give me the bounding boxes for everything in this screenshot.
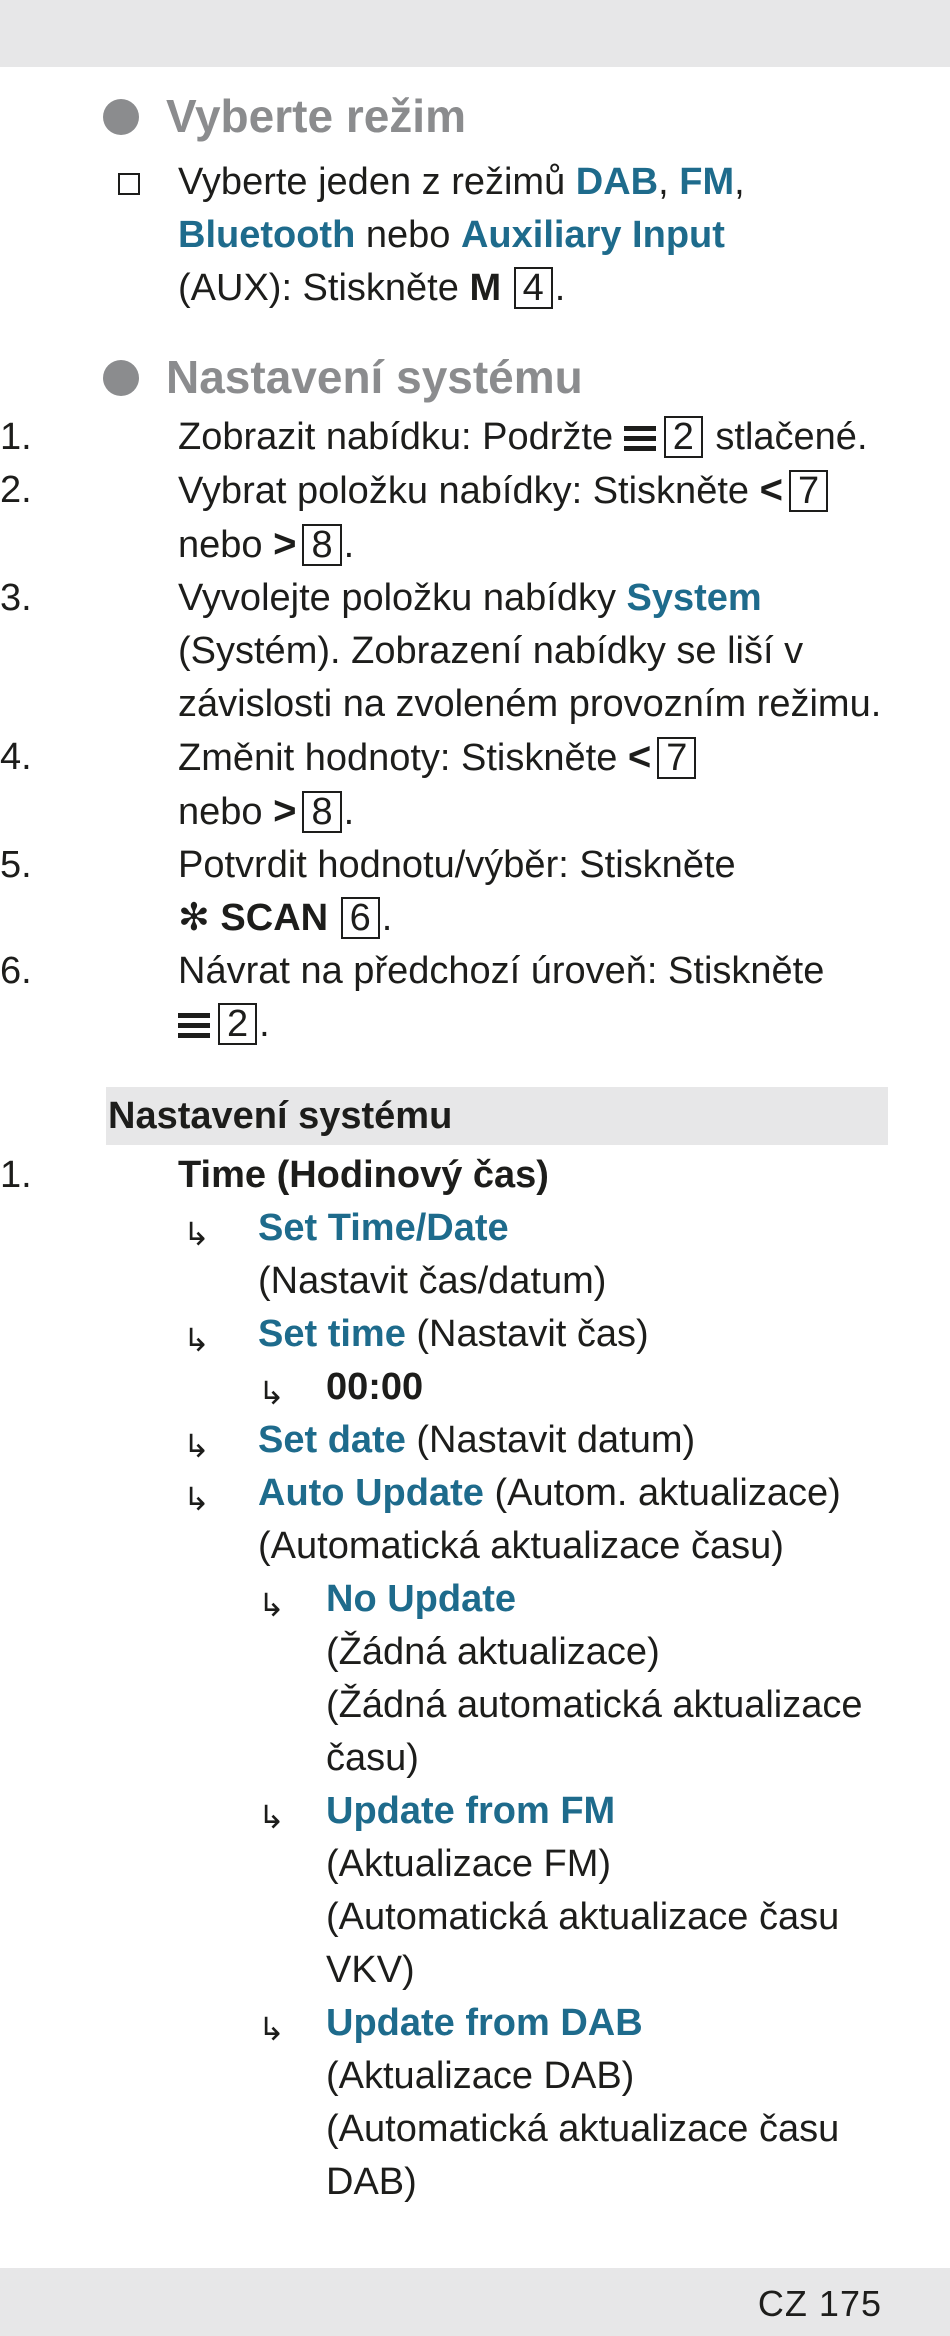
step-3: 3. Vyvolejte položku nabídky System [0,577,762,619]
key-box: 7 [789,470,828,512]
return-arrow-icon: ↳ [183,1216,210,1252]
return-arrow-icon: ↳ [258,1587,285,1623]
menu-icon [178,1013,210,1039]
top-band [0,0,950,67]
step-2: 2. Vybrat položku nabídky: Stiskněte < 7 [0,464,888,518]
return-arrow-icon: ↳ [183,1322,210,1358]
return-arrow-icon: ↳ [258,1375,285,1411]
checkbox-icon [118,173,140,195]
key-box: 8 [302,791,341,833]
left-arrow-icon: < [759,468,783,512]
step-1: 1. Zobrazit nabídku: Podržte 2 stlačené. [0,416,868,458]
tree-item-time: 1. Time (Hodinový čas) [0,1154,549,1196]
left-arrow-icon: < [627,735,652,779]
return-arrow-icon: ↳ [258,2011,285,2047]
tree-item-update-dab: ↳ Update from DAB [0,1997,888,2050]
tree-item-set-date: ↳ Set date (Nastavit datum) [0,1414,888,1467]
page-content [0,80,888,2209]
return-arrow-icon: ↳ [183,1481,210,1517]
key-box: 2 [218,1003,257,1045]
key-box: 6 [341,897,380,939]
step-6: 6. Návrat na předchozí úroveň: Stiskněte [0,950,825,992]
mode-item: Vyberte jeden z režimů DAB, FM, Bluetooth nebo Auxiliary Input (AUX): Stiskněte M 4 . [0,156,888,315]
bluetooth-icon: ✻ [178,897,210,939]
menu-icon [624,426,656,452]
tree-item-set-time: ↳ Set time (Nastavit čas) [0,1308,888,1361]
right-arrow-icon: > [273,789,297,833]
bullet-icon [103,360,139,396]
return-arrow-icon: ↳ [183,1428,210,1464]
section-heading-mode: Vyberte režim [0,80,888,152]
tree-item-update-fm: ↳ Update from FM [0,1785,888,1838]
return-arrow-icon: ↳ [258,1799,285,1835]
key-box: 8 [302,524,341,566]
tree-item-no-update: ↳ No Update [0,1573,888,1626]
key-box: 4 [514,267,553,309]
settings-tree: 1. Time (Hodinový čas) ↳ Set Time/Date (Nastavit čas/datum) ↳ Set time (Nastavit čas) ↳ 00:00 ↳ Set date (Nastavit datum) ↳ Auto Update (Autom. aktualizace) (Automatická aktualizace času) ↳ No Update (Žádná aktualizace) (Žádná automatická aktualizace času) ↳ Update from FM (Aktualizace FM) (Automatická aktualizace času VKV) ↳ Update from DAB (Aktualizace DAB) (Automatická aktualizace času DAB) [0,1149,888,2209]
section-heading-system: Nastavení systému [0,341,888,413]
table-heading: Nastavení systému [106,1087,888,1145]
tree-item-auto-update: ↳ Auto Update (Autom. aktualizace) [0,1467,888,1520]
tree-item-time-value: ↳ 00:00 [0,1361,888,1414]
page-number: CZ 175 [757,2283,882,2324]
tree-item-set-time-date: ↳ Set Time/Date [0,1202,888,1255]
step-4: 4. Změnit hodnoty: Stiskněte < 7 [0,731,888,785]
right-arrow-icon: > [273,522,297,566]
key-box: 2 [664,416,703,458]
key-box: 7 [657,737,696,779]
step-5: 5. Potvrdit hodnotu/výběr: Stiskněte [0,844,736,886]
steps-list: 1. Zobrazit nabídku: Podržte 2 stlačené. 2. Vybrat položku nabídky: Stiskněte < 7 nebo > 8 . 3. Vyvolejte položku nabídky System (Systém). Zobrazení nabídky se liší v závislosti na zvoleném provozním režimu. 4. Změnit hodnoty: Stiskněte < 7 nebo > 8 . 5. Potvrdit hodnotu/výběr: Stiskněte ✻ SCAN 6 . 6. Návrat na předchozí úroveň: Stiskněte 2 . [0,411,888,1051]
bullet-icon [103,99,139,135]
